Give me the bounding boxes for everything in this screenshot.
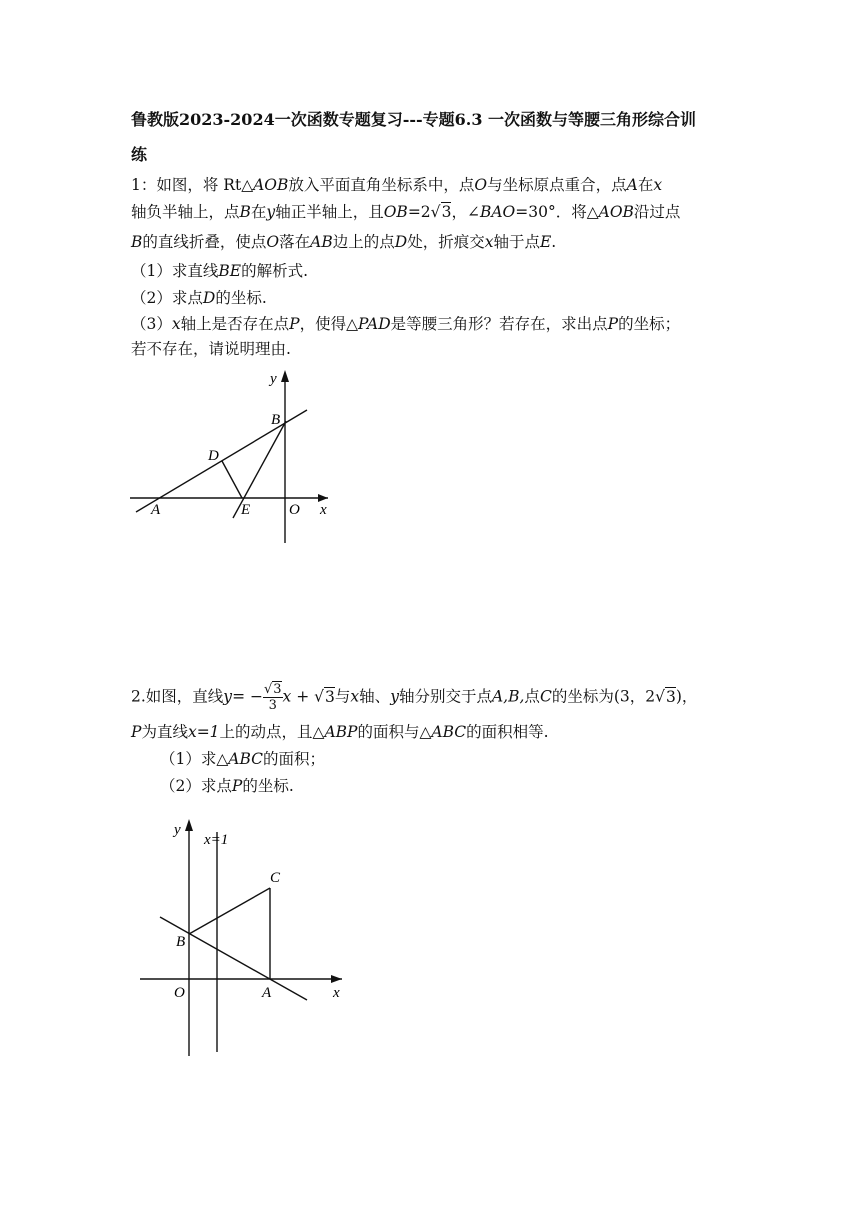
q1-statement-line2: 轴负半轴上，点B在y轴正半轴上，且OB=2√3，∠BAO=30°．将△AOB沿过点 bbox=[131, 203, 681, 221]
q2-label-c: C bbox=[270, 870, 281, 886]
q2-label-y: y bbox=[174, 822, 181, 838]
q2-y-arrow-icon bbox=[185, 819, 193, 831]
q2-fraction: $\frac{√3}{3}$ bbox=[263, 682, 282, 713]
q2-label-b: B bbox=[176, 934, 186, 950]
q2-segment-bc bbox=[189, 888, 270, 934]
q2-x-arrow-icon bbox=[331, 975, 342, 983]
q2-label-o: O bbox=[174, 985, 185, 1001]
q1-part3: （3）x轴上是否存在点P，使得△PAD是等腰三角形？若存在，求出点P的坐标； bbox=[131, 315, 681, 333]
q1-label-y: y bbox=[270, 371, 277, 387]
q1-label-a: A bbox=[151, 502, 161, 518]
q1-part2: （2）求点D的坐标. bbox=[131, 289, 267, 307]
q2-label-a: A bbox=[262, 985, 272, 1001]
q1-part3-continued: 若不存在，请说明理由. bbox=[131, 340, 291, 358]
q2-label-x1: x=1 bbox=[204, 832, 229, 848]
q2-statement-line1: 2.如图，直线y= − $\frac{√3}{3}$ x + √3与x轴、y轴分别交于点A,B,点C的坐标为(3，2√3)， bbox=[131, 682, 698, 713]
q2-part1: （1）求△ABC的面积； bbox=[160, 750, 326, 768]
q1-statement-line1: 1：如图，将 Rt△AOB放入平面直角坐标系中，点O与坐标原点重合，点A在x bbox=[131, 176, 663, 194]
q1-part1: （1）求直线BE的解析式. bbox=[131, 262, 309, 280]
document-title-continued: 练 bbox=[131, 145, 148, 164]
q1-label-o: O bbox=[289, 502, 300, 518]
document-title: 鲁教版2023-2024一次函数专题复习---专题6.3 一次函数与等腰三角形综合训 bbox=[131, 110, 697, 129]
q1-label-e: E bbox=[241, 502, 251, 518]
q1-label-b: B bbox=[271, 412, 281, 428]
q2-statement-line2: P为直线x=1上的动点，且△ABP的面积与△ABC的面积相等. bbox=[131, 723, 549, 741]
q1-label-d: D bbox=[208, 448, 219, 464]
q1-statement-line3: B的直线折叠，使点O落在AB边上的点D处，折痕交x轴于点E. bbox=[131, 233, 557, 251]
q2-part2: （2）求点P的坐标. bbox=[160, 777, 294, 795]
q1-label-x: x bbox=[320, 502, 327, 518]
q2-label-x: x bbox=[333, 985, 340, 1001]
